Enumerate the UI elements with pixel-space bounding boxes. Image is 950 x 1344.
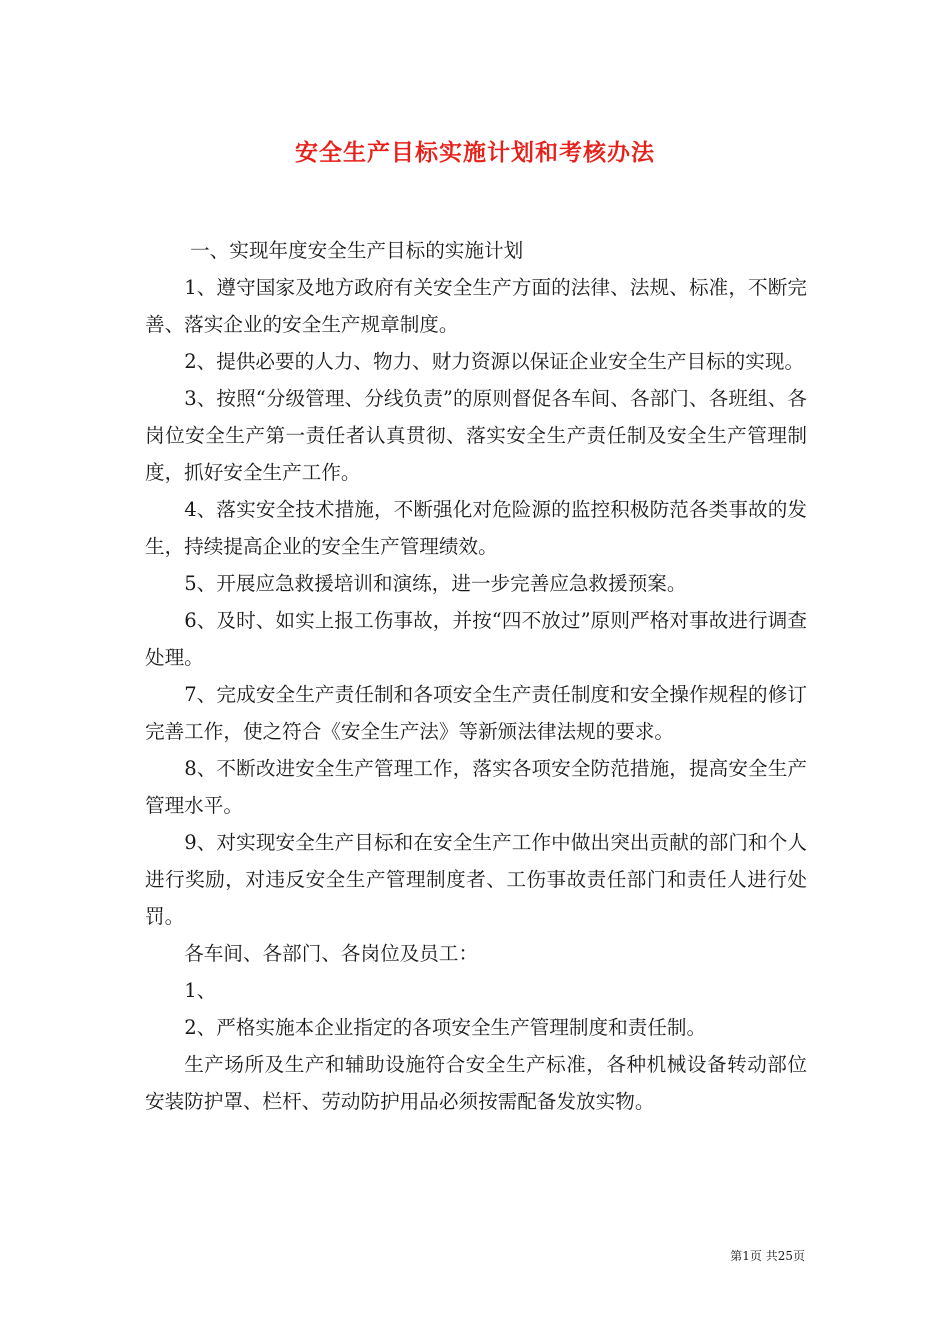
- paragraph-facilities: 生产场所及生产和辅助设施符合安全生产标准，各种机械设备转动部位安装防护罩、栏杆、劳动防护用品必须按需配备发放实物。: [145, 1053, 807, 1113]
- paragraph-subheading: 各车间、各部门、各岗位及员工：: [184, 942, 479, 965]
- page-number-label: 第1页 共25页: [730, 1249, 805, 1263]
- current-page-number: 1: [742, 1249, 750, 1263]
- page-footer: [730, 1247, 805, 1264]
- total-pages-number: 25: [777, 1249, 793, 1263]
- section-heading: 一、实现年度安全生产目标的实施计划: [190, 239, 524, 262]
- paragraph-item-7: 7、完成安全生产责任制和各项安全生产责任制度和安全操作规程的修订完善工作，使之符合《安全生产法》等新颁法律法规的要求。: [145, 683, 807, 743]
- document-body: [145, 232, 807, 1120]
- paragraph-item-9: 9、对实现安全生产目标和在安全生产工作中做出突出贡献的部门和个人进行奖励，对违反安全生产管理制度者、工伤事故责任部门和责任人进行处罚。: [145, 831, 807, 928]
- paragraph-item-1: 1、遵守国家及地方政府有关安全生产方面的法律、法规、标准，不断完善、落实企业的安全生产规章制度。: [145, 276, 807, 336]
- paragraph-item-8: 8、不断改进安全生产管理工作，落实各项安全防范措施，提高安全生产管理水平。: [145, 757, 807, 817]
- paragraph-item-5: 5、开展应急救援培训和演练，进一步完善应急救援预案。: [184, 572, 687, 595]
- paragraph-item-2: 2、提供必要的人力、物力、财力资源以保证企业安全生产目标的实现。: [184, 350, 805, 373]
- paragraph-item-3: 3、按照“分级管理、分线负责”的原则督促各车间、各部门、各班组、各岗位安全生产第一责任者认真贯彻、落实安全生产责任制及安全生产管理制度，抓好安全生产工作。: [145, 387, 807, 484]
- document-title: 安全生产目标实施计划和考核办法: [295, 139, 655, 166]
- paragraph-sub-item-1: 1、: [184, 979, 217, 1002]
- paragraph-sub-item-2: 2、严格实施本企业指定的各项安全生产管理制度和责任制。: [184, 1016, 707, 1039]
- paragraph-item-4: 4、落实安全技术措施，不断强化对危险源的监控积极防范各类事故的发生，持续提高企业的安全生产管理绩效。: [145, 498, 807, 558]
- paragraph-item-6: 6、及时、如实上报工伤事故，并按“四不放过”原则严格对事故进行调查处理。: [145, 609, 807, 669]
